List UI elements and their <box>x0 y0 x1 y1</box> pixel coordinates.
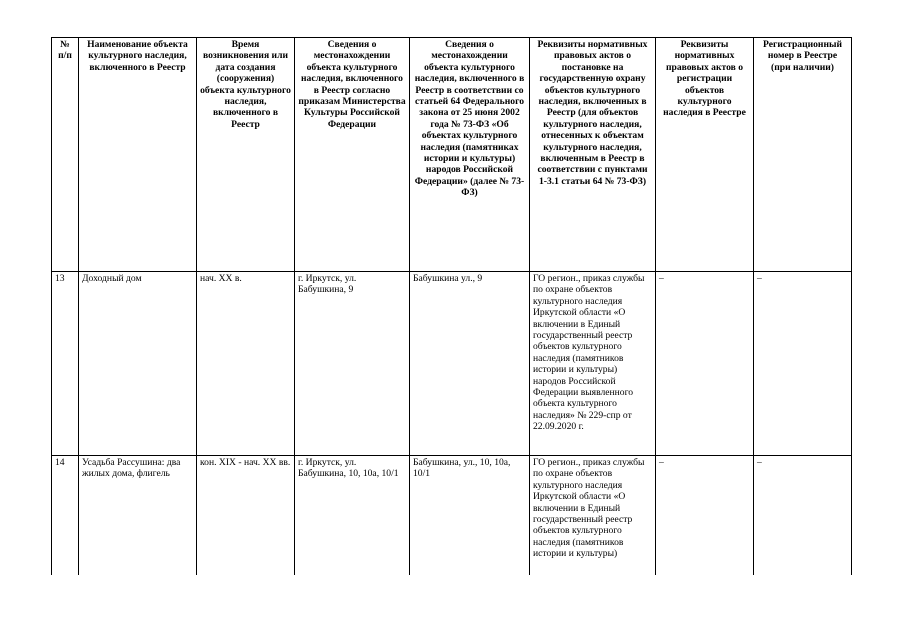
heritage-registry-table <box>51 37 852 575</box>
cell-reg-number: – <box>754 272 852 456</box>
cell-reg-number: – <box>754 456 852 576</box>
cell-requisites-protection: ГО регион., приказ службы по охране объектов культурного наследия Иркутской области «О включении в Единый государственный реестр объектов культурного наследия (памятников истории и культуры) народов Российской Федерации выявленного объекта культурного наследия» № 229-спр от 22.09.2020 г. <box>530 272 656 456</box>
cell-location-article-64: Бабушкина, ул., 10, 10а, 10/1 <box>410 456 530 576</box>
cell-number: 13 <box>52 272 79 456</box>
table-header-row <box>52 38 852 272</box>
header-requisites-registration: Реквизиты нормативных правовых актов о регистрации объектов культурного наследия в Реестре <box>656 38 754 272</box>
cell-requisites-registration: – <box>656 456 754 576</box>
header-location-article-64: Сведения о местонахождении объекта культурного наследия, включенного в Реестр в соответствии со статьей 64 Федерального закона от 25 июня 2002 года № 73-ФЗ «Об объектах культурного наследия (памятниках истории и культуры) народов Российской Федерации» (далее № 73-ФЗ) <box>410 38 530 272</box>
cell-location-order: г. Иркутск, ул. Бабушкина, 9 <box>295 272 410 456</box>
cell-location-order: г. Иркутск, ул. Бабушкина, 10, 10а, 10/1 <box>295 456 410 576</box>
header-date: Время возникновения или дата создания (сооружения) объекта культурного наследия, включенного в Реестр <box>197 38 295 272</box>
header-reg-number: Регистрационный номер в Реестре (при наличии) <box>754 38 852 272</box>
header-requisites-protection: Реквизиты нормативных правовых актов о постановке на государственную охрану объектов культурного наследия, включенных в Реестр (для объектов культурного наследия, отнесенных к объектам культурного наследия, включенным в Реестр в соответствии с пунктами 1-3.1 статьи 64 № 73-ФЗ) <box>530 38 656 272</box>
table-row <box>52 456 852 576</box>
cell-requisites-registration: – <box>656 272 754 456</box>
cell-name: Усадьба Рассушина: два жилых дома, флигель <box>79 456 197 576</box>
cell-date: нач. XX в. <box>197 272 295 456</box>
cell-date: кон. XIX - нач. XX вв. <box>197 456 295 576</box>
cell-requisites-protection: ГО регион., приказ службы по охране объектов культурного наследия Иркутской области «О включении в Единый государственный реестр объектов культурного наследия (памятников истории и культуры) <box>530 456 656 576</box>
document-page <box>51 37 852 575</box>
cell-name: Доходный дом <box>79 272 197 456</box>
header-number: № п/п <box>52 38 79 272</box>
header-name: Наименование объекта культурного наследия, включенного в Реестр <box>79 38 197 272</box>
table-row <box>52 272 852 456</box>
cell-location-article-64: Бабушкина ул., 9 <box>410 272 530 456</box>
header-location-order: Сведения о местонахождении объекта культурного наследия, включенного в Реестр согласно приказам Министерства Культуры Российской Федерации <box>295 38 410 272</box>
cell-number: 14 <box>52 456 79 576</box>
